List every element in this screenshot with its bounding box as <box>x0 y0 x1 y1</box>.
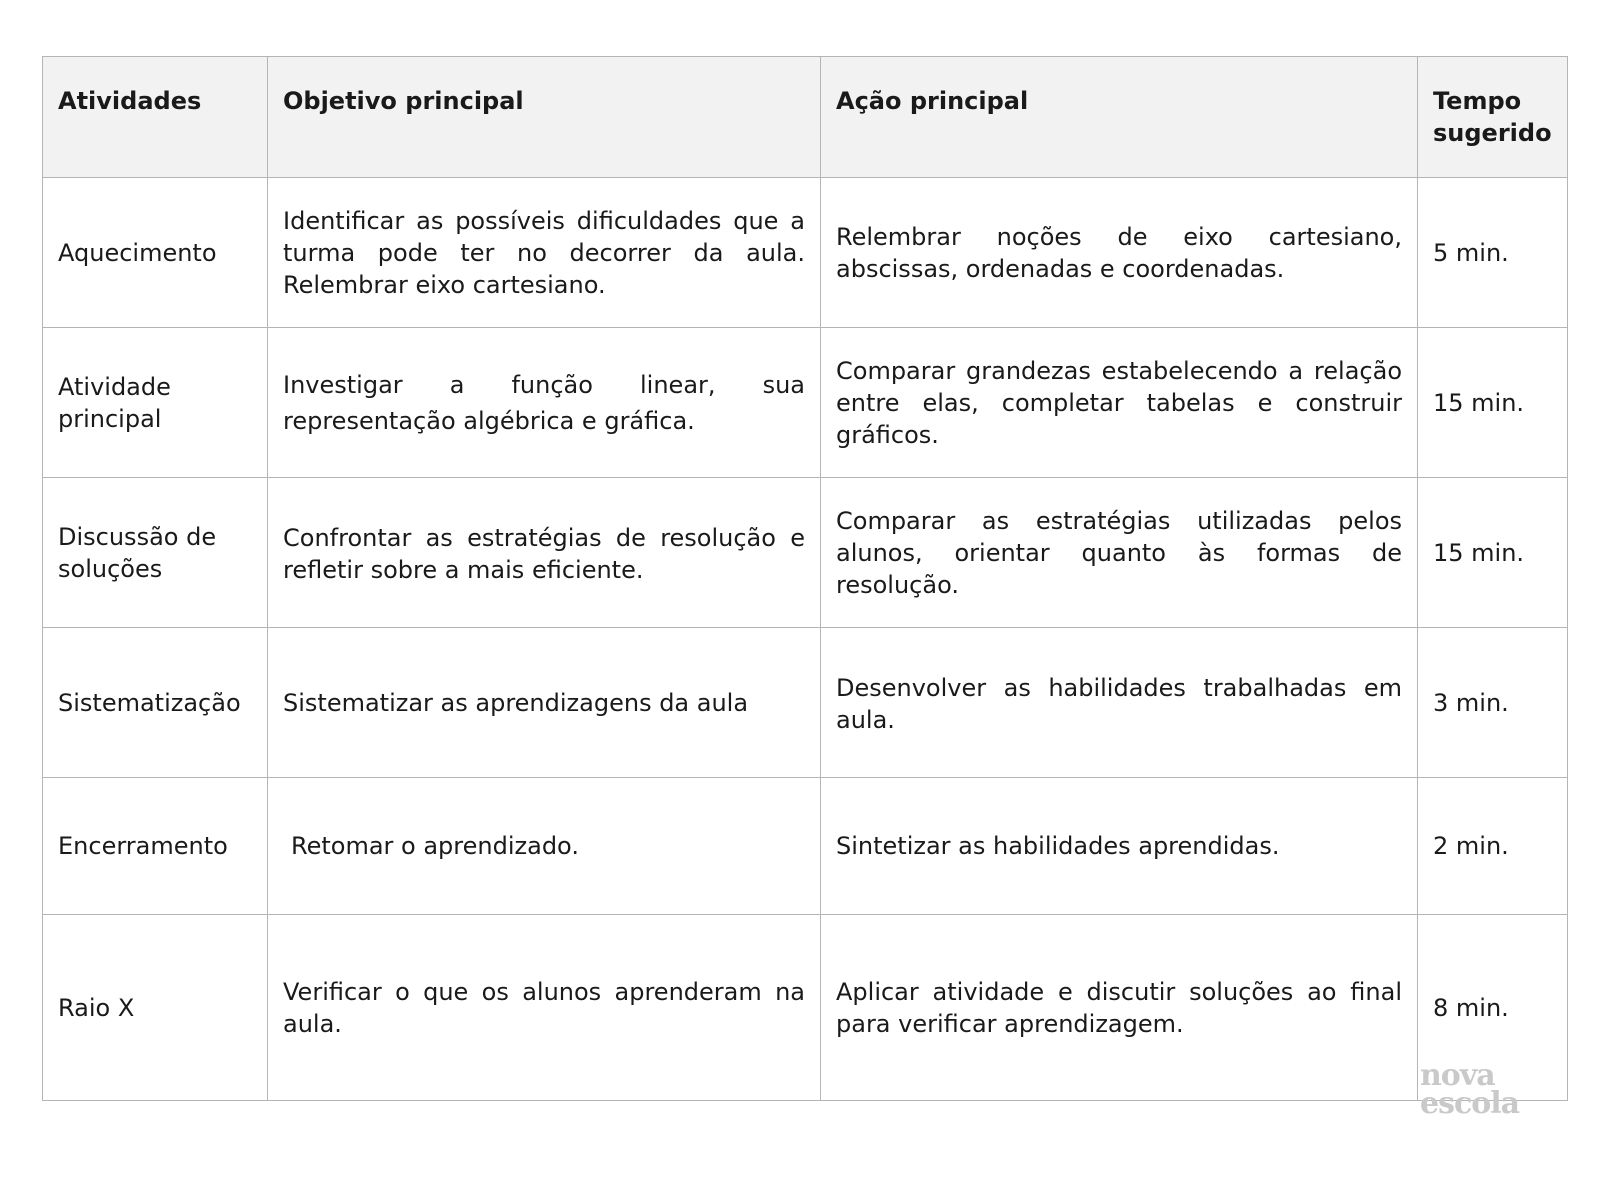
activity-cell: Sistematização <box>43 628 268 778</box>
time-cell: 2 min. <box>1418 778 1568 915</box>
activity-cell: Atividade principal <box>43 328 268 478</box>
table-row <box>43 328 1568 478</box>
action-cell: Sintetizar as habilidades aprendidas. <box>821 778 1418 915</box>
table-row <box>43 915 1568 1101</box>
time-cell: 8 min. <box>1418 915 1568 1101</box>
time-cell: 3 min. <box>1418 628 1568 778</box>
objective-cell: Identificar as possíveis dificuldades que a turma pode ter no decorrer da aula. Relembrar eixo cartesiano. <box>268 178 821 328</box>
objective-cell: Retomar o aprendizado. <box>268 778 821 915</box>
header-action: Ação principal <box>821 57 1418 178</box>
time-cell: 15 min. <box>1418 328 1568 478</box>
table-row <box>43 178 1568 328</box>
action-cell: Comparar as estratégias utilizadas pelos alunos, orientar quanto às formas de resolução. <box>821 478 1418 628</box>
time-cell: 5 min. <box>1418 178 1568 328</box>
activity-cell: Discussão de soluções <box>43 478 268 628</box>
header-objective: Objetivo principal <box>268 57 821 178</box>
header-time: Tempo sugerido <box>1418 57 1568 178</box>
watermark-line-2: escola <box>1420 1086 1520 1121</box>
table-row <box>43 478 1568 628</box>
objective-cell: Sistematizar as aprendizagens da aula <box>268 628 821 778</box>
activity-cell: Encerramento <box>43 778 268 915</box>
activity-cell: Aquecimento <box>43 178 268 328</box>
table-header-row <box>43 57 1568 178</box>
objective-cell: Confrontar as estratégias de resolução e refletir sobre a mais eficiente. <box>268 478 821 628</box>
objective-cell: Verificar o que os alunos aprenderam na aula. <box>268 915 821 1101</box>
lesson-plan-table <box>42 56 1568 1101</box>
objective-cell: Investigar a função linear, sua representação algébrica e gráfica. <box>268 328 821 478</box>
action-cell: Comparar grandezas estabelecendo a relação entre elas, completar tabelas e construir gráficos. <box>821 328 1418 478</box>
table-row <box>43 778 1568 915</box>
nova-escola-watermark-logo <box>1420 1058 1520 1121</box>
action-cell: Desenvolver as habilidades trabalhadas em aula. <box>821 628 1418 778</box>
activity-cell: Raio X <box>43 915 268 1101</box>
watermark-line-1: nova <box>1420 1058 1495 1093</box>
header-activities: Atividades <box>43 57 268 178</box>
action-cell: Relembrar noções de eixo cartesiano, abscissas, ordenadas e coordenadas. <box>821 178 1418 328</box>
action-cell: Aplicar atividade e discutir soluções ao final para verificar aprendizagem. <box>821 915 1418 1101</box>
table-row <box>43 628 1568 778</box>
time-cell: 15 min. <box>1418 478 1568 628</box>
